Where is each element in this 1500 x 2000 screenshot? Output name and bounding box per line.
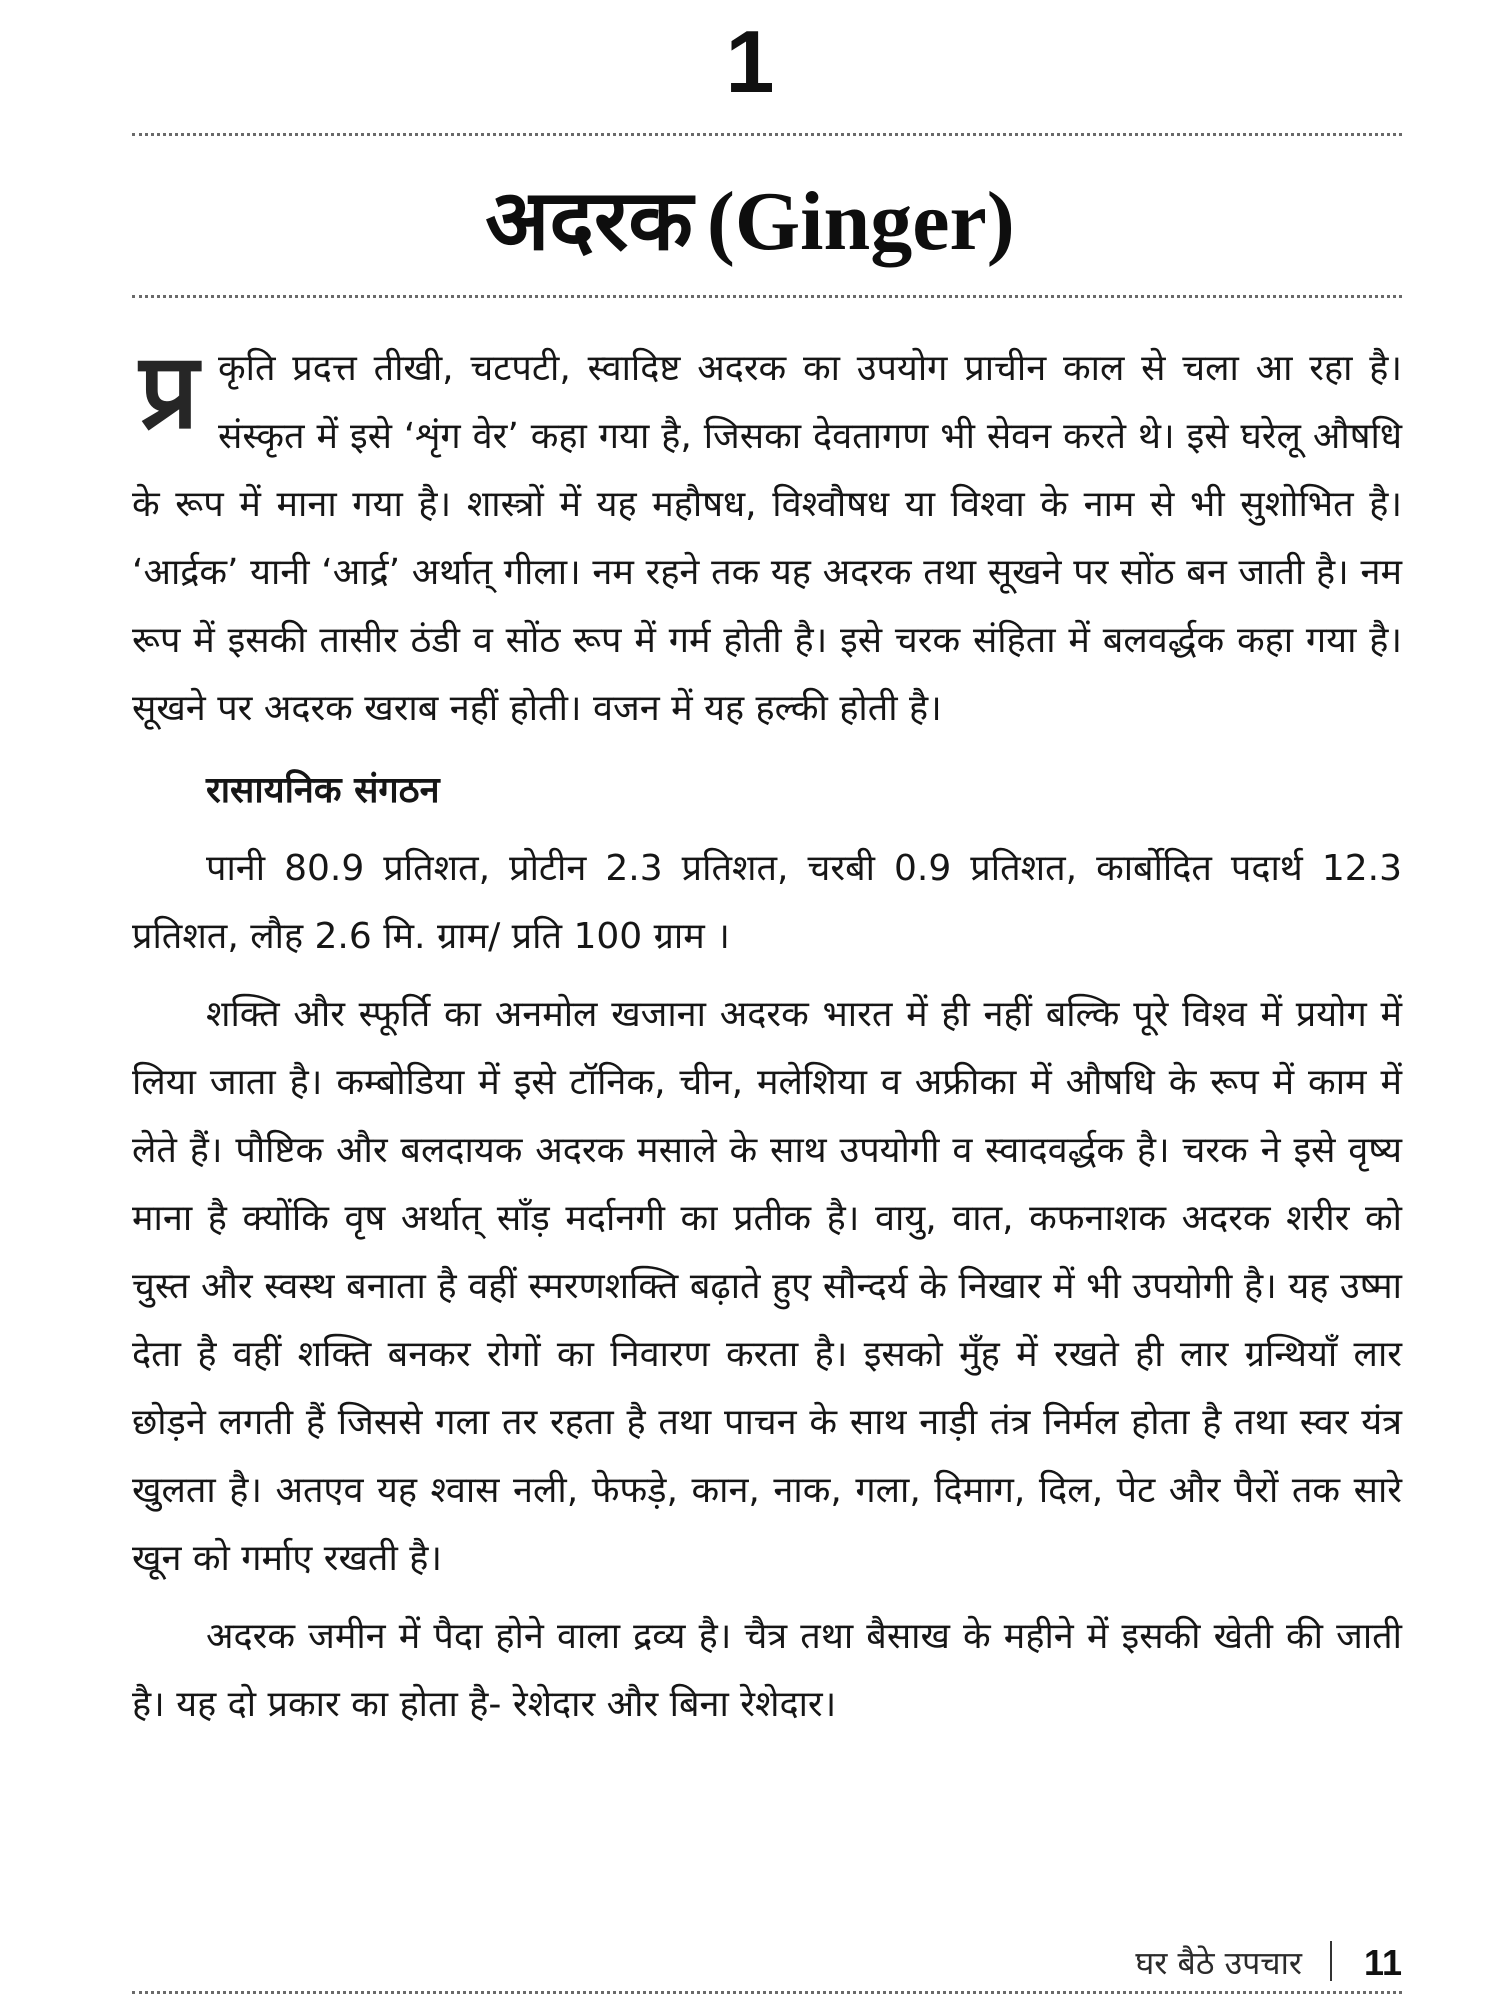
- footer-rule: [132, 1991, 1402, 1994]
- footer-divider: [1330, 1941, 1332, 1981]
- drop-cap: प्र: [139, 330, 199, 452]
- cultivation-paragraph: अदरक जमीन में पैदा होने वाला द्रव्य है। चैत्र तथा बैसाख के महीने में इसकी खेती की जाती है। यह दो प्रकार का होता है- रेशेदार और बिना रेशेदार।: [132, 1616, 1402, 1725]
- chapter-title-english: (Ginger): [706, 175, 1015, 268]
- section-heading: रासायनिक संगठन: [206, 770, 440, 811]
- page-footer: [132, 1935, 1402, 1995]
- page-number: 11: [1363, 1942, 1402, 1983]
- intro-paragraph: [132, 330, 1402, 743]
- chapter-number: 1: [725, 12, 775, 111]
- benefits-paragraph: शक्ति और स्फूर्ति का अनमोल खजाना अदरक भारत में ही नहीं बल्कि पूरे विश्व में प्रयोग में लिया जाता है। कम्बोडिया में इसे टॉनिक, चीन, मलेशिया व अफ्रीका में औषधि के रूप में काम में लेते हैं। पौष्टिक और बलदायक अदरक मसाले के साथ उपयोगी व स्वादवर्द्धक है। चरक ने इसे वृष्य माना है क्योंकि वृष अर्थात् साँड़ मर्दानगी का प्रतीक है। वायु, वात, कफनाशक अदरक शरीर को चुस्त और स्वस्थ बनाता है वहीं स्मरणशक्ति बढ़ाते हुए सौन्दर्य के निखार में भी उपयोगी है। यह उष्मा देता है वहीं शक्ति बनकर रोगों का निवारण करता है। इसको मुँह में रखते ही लार ग्रन्थियाँ लार छोड़ने लगती हैं जिससे गला तर रहता है तथा पाचन के साथ नाड़ी तंत्र निर्मल होता है तथा स्वर यंत्र खुलता है। अतएव यह श्वास नली, फेफड़े, कान, नाक, गला, दिमाग, दिल, पेट और पैरों तक सारे खून को गर्माए रखती है।: [132, 994, 1402, 1579]
- intro-text: कृति प्रदत्त तीखी, चटपटी, स्वादिष्ट अदरक का उपयोग प्राचीन काल से चला आ रहा है। संस्कृत में इसे ‘शृंग वेर’ कहा गया है, जिसका देवतागण भी सेवन करते थे। इसे घरेलू औषधि के रूप में माना गया है। शास्त्रों में यह महौषध, विश्वौषध या विश्वा के नाम से भी सुशोभित है। ‘आर्द्रक’ यानी ‘आर्द्र’ अर्थात् गीला। नम रहने तक यह अदरक तथा सूखने पर सोंठ बन जाती है। नम रूप में इसकी तासीर ठंडी व सोंठ रूप में गर्म होती है। इसे चरक संहिता में बलवर्द्धक कहा गया है। सूखने पर अदरक खराब नहीं होती। वजन में यह हल्की होती है।: [132, 348, 1402, 729]
- top-divider: [132, 133, 1402, 136]
- chapter-title: [0, 160, 1500, 282]
- composition-paragraph: पानी 80.9 प्रतिशत, प्रोटीन 2.3 प्रतिशत, चरबी 0.9 प्रतिशत, कार्बोदित पदार्थ 12.3 प्रतिशत, लौह 2.6 मि. ग्राम/ प्रति 100 ग्राम ।: [132, 848, 1402, 957]
- footer-book-title: घर बैठे उपचार: [1135, 1944, 1302, 1982]
- page-body: [132, 330, 1402, 1739]
- chapter-title-hindi: अदरक: [485, 171, 693, 269]
- title-divider: [132, 295, 1402, 298]
